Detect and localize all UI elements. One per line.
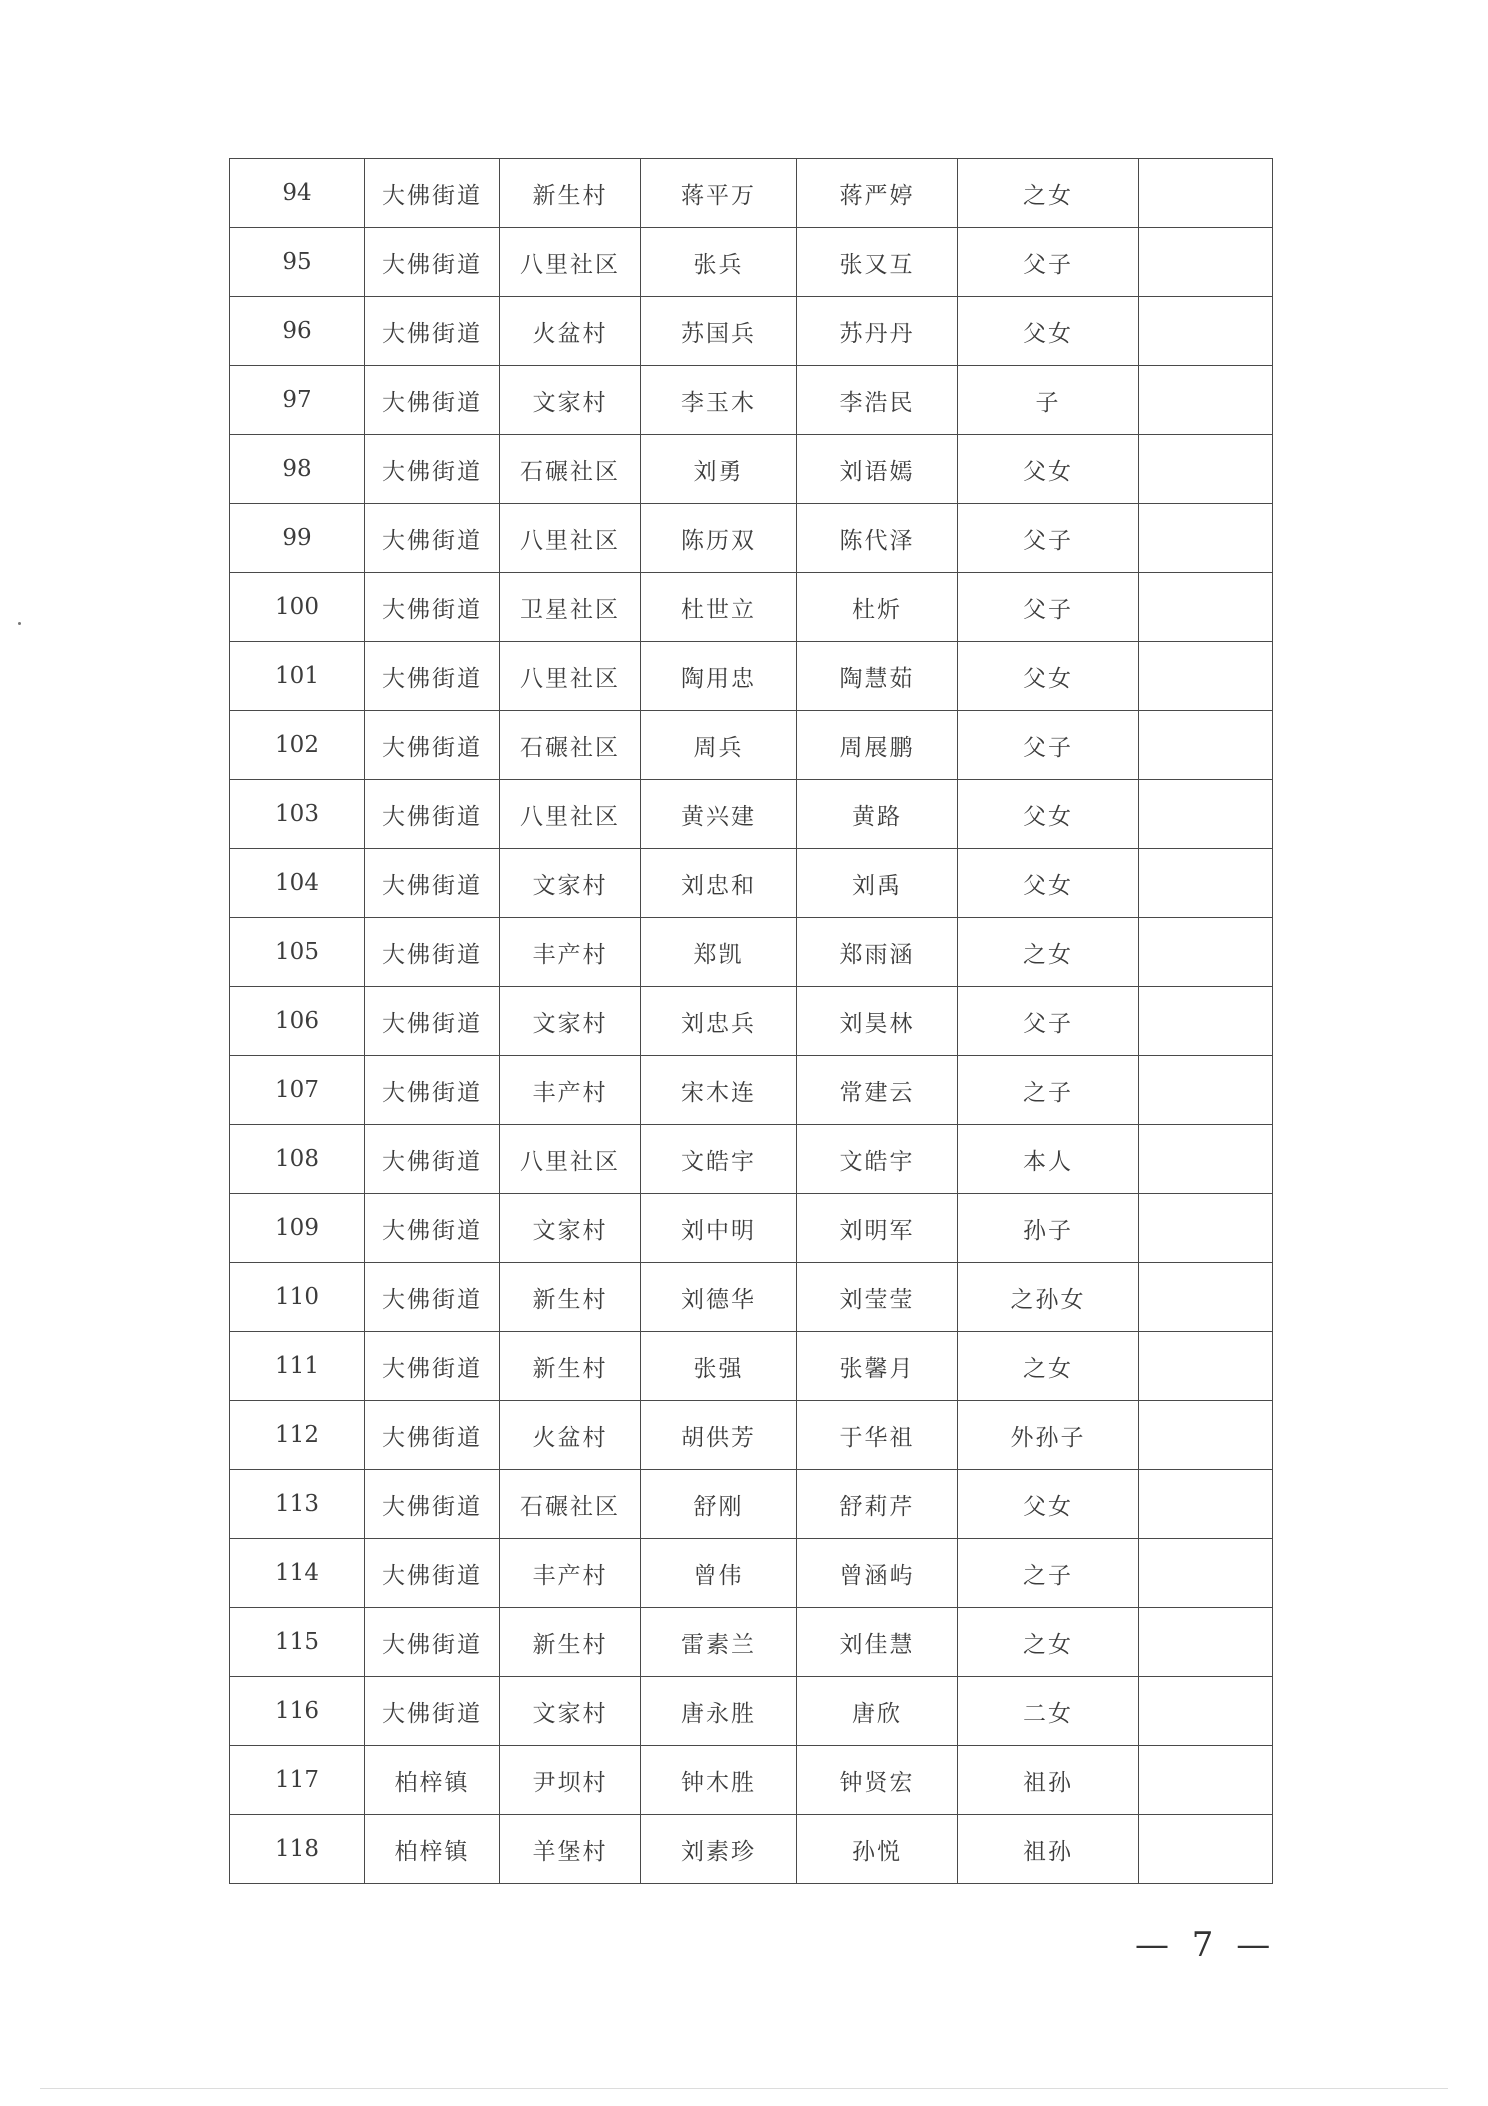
scan-speck bbox=[18, 622, 21, 625]
cell-note bbox=[1139, 573, 1273, 642]
page-number: — 7 — bbox=[1135, 1925, 1277, 1965]
cell-member-name: 于华祖 bbox=[797, 1401, 958, 1470]
table-row bbox=[230, 849, 1273, 918]
cell-member-name: 刘佳慧 bbox=[797, 1608, 958, 1677]
cell-member-name: 陶慧茹 bbox=[797, 642, 958, 711]
cell-village: 火盆村 bbox=[500, 297, 641, 366]
cell-town: 大佛街道 bbox=[365, 1125, 500, 1194]
cell-relation: 父子 bbox=[958, 987, 1139, 1056]
cell-relation: 父子 bbox=[958, 573, 1139, 642]
cell-relation: 子 bbox=[958, 366, 1139, 435]
cell-number: 102 bbox=[230, 711, 365, 780]
cell-number: 110 bbox=[230, 1263, 365, 1332]
cell-member-name: 曾涵屿 bbox=[797, 1539, 958, 1608]
cell-household-head: 黄兴建 bbox=[641, 780, 797, 849]
cell-village: 卫星社区 bbox=[500, 573, 641, 642]
cell-number: 99 bbox=[230, 504, 365, 573]
cell-town: 大佛街道 bbox=[365, 849, 500, 918]
cell-number: 104 bbox=[230, 849, 365, 918]
cell-household-head: 张兵 bbox=[641, 228, 797, 297]
cell-member-name: 孙悦 bbox=[797, 1815, 958, 1884]
cell-village: 石碾社区 bbox=[500, 1470, 641, 1539]
table-row bbox=[230, 573, 1273, 642]
cell-note bbox=[1139, 1332, 1273, 1401]
cell-number: 96 bbox=[230, 297, 365, 366]
cell-member-name: 唐欣 bbox=[797, 1677, 958, 1746]
roster-table-body bbox=[230, 159, 1273, 1884]
cell-relation: 父子 bbox=[958, 504, 1139, 573]
cell-relation: 祖孙 bbox=[958, 1746, 1139, 1815]
cell-member-name: 陈代泽 bbox=[797, 504, 958, 573]
cell-member-name: 文皓宇 bbox=[797, 1125, 958, 1194]
cell-village: 火盆村 bbox=[500, 1401, 641, 1470]
cell-household-head: 苏国兵 bbox=[641, 297, 797, 366]
cell-note bbox=[1139, 1401, 1273, 1470]
table-row bbox=[230, 1401, 1273, 1470]
table-row bbox=[230, 504, 1273, 573]
cell-relation: 之女 bbox=[958, 918, 1139, 987]
cell-number: 116 bbox=[230, 1677, 365, 1746]
cell-number: 118 bbox=[230, 1815, 365, 1884]
cell-note bbox=[1139, 228, 1273, 297]
scan-bottom-edge bbox=[40, 2088, 1448, 2089]
cell-note bbox=[1139, 366, 1273, 435]
cell-member-name: 郑雨涵 bbox=[797, 918, 958, 987]
cell-village: 丰产村 bbox=[500, 1056, 641, 1125]
cell-relation: 之女 bbox=[958, 1332, 1139, 1401]
table-row bbox=[230, 1608, 1273, 1677]
table-row bbox=[230, 1056, 1273, 1125]
cell-village: 文家村 bbox=[500, 1194, 641, 1263]
table-row bbox=[230, 711, 1273, 780]
cell-town: 大佛街道 bbox=[365, 1608, 500, 1677]
cell-relation: 父女 bbox=[958, 435, 1139, 504]
table-row bbox=[230, 1746, 1273, 1815]
cell-note bbox=[1139, 1194, 1273, 1263]
cell-member-name: 刘禹 bbox=[797, 849, 958, 918]
cell-member-name: 刘昊林 bbox=[797, 987, 958, 1056]
cell-note bbox=[1139, 1677, 1273, 1746]
cell-town: 大佛街道 bbox=[365, 366, 500, 435]
cell-household-head: 刘德华 bbox=[641, 1263, 797, 1332]
cell-relation: 父女 bbox=[958, 849, 1139, 918]
cell-note bbox=[1139, 1470, 1273, 1539]
cell-household-head: 郑凯 bbox=[641, 918, 797, 987]
cell-number: 106 bbox=[230, 987, 365, 1056]
cell-member-name: 舒莉芹 bbox=[797, 1470, 958, 1539]
cell-note bbox=[1139, 1263, 1273, 1332]
cell-household-head: 陈历双 bbox=[641, 504, 797, 573]
cell-town: 柏梓镇 bbox=[365, 1815, 500, 1884]
cell-number: 97 bbox=[230, 366, 365, 435]
cell-note bbox=[1139, 1539, 1273, 1608]
cell-village: 八里社区 bbox=[500, 642, 641, 711]
cell-member-name: 蒋严婷 bbox=[797, 159, 958, 228]
cell-town: 大佛街道 bbox=[365, 1470, 500, 1539]
cell-relation: 孙子 bbox=[958, 1194, 1139, 1263]
cell-household-head: 周兵 bbox=[641, 711, 797, 780]
cell-household-head: 蒋平万 bbox=[641, 159, 797, 228]
table-row bbox=[230, 642, 1273, 711]
cell-note bbox=[1139, 711, 1273, 780]
cell-member-name: 苏丹丹 bbox=[797, 297, 958, 366]
cell-number: 100 bbox=[230, 573, 365, 642]
cell-number: 107 bbox=[230, 1056, 365, 1125]
cell-town: 大佛街道 bbox=[365, 711, 500, 780]
cell-household-head: 刘忠兵 bbox=[641, 987, 797, 1056]
cell-household-head: 唐永胜 bbox=[641, 1677, 797, 1746]
cell-household-head: 杜世立 bbox=[641, 573, 797, 642]
cell-household-head: 张强 bbox=[641, 1332, 797, 1401]
cell-household-head: 钟木胜 bbox=[641, 1746, 797, 1815]
cell-village: 八里社区 bbox=[500, 1125, 641, 1194]
cell-village: 新生村 bbox=[500, 1608, 641, 1677]
cell-note bbox=[1139, 1125, 1273, 1194]
cell-member-name: 常建云 bbox=[797, 1056, 958, 1125]
cell-town: 大佛街道 bbox=[365, 642, 500, 711]
cell-relation: 之孙女 bbox=[958, 1263, 1139, 1332]
cell-member-name: 杜炘 bbox=[797, 573, 958, 642]
cell-village: 羊堡村 bbox=[500, 1815, 641, 1884]
cell-town: 大佛街道 bbox=[365, 1263, 500, 1332]
cell-town: 大佛街道 bbox=[365, 1401, 500, 1470]
cell-town: 大佛街道 bbox=[365, 297, 500, 366]
cell-number: 94 bbox=[230, 159, 365, 228]
cell-relation: 之子 bbox=[958, 1056, 1139, 1125]
cell-town: 大佛街道 bbox=[365, 1539, 500, 1608]
cell-household-head: 陶用忠 bbox=[641, 642, 797, 711]
cell-village: 文家村 bbox=[500, 849, 641, 918]
roster-table bbox=[229, 158, 1273, 1884]
cell-village: 石碾社区 bbox=[500, 435, 641, 504]
cell-town: 大佛街道 bbox=[365, 1194, 500, 1263]
cell-town: 大佛街道 bbox=[365, 780, 500, 849]
table-row bbox=[230, 297, 1273, 366]
cell-number: 111 bbox=[230, 1332, 365, 1401]
cell-household-head: 胡供芳 bbox=[641, 1401, 797, 1470]
cell-note bbox=[1139, 297, 1273, 366]
cell-note bbox=[1139, 1056, 1273, 1125]
table-row bbox=[230, 228, 1273, 297]
cell-number: 108 bbox=[230, 1125, 365, 1194]
cell-village: 八里社区 bbox=[500, 780, 641, 849]
cell-number: 103 bbox=[230, 780, 365, 849]
cell-village: 文家村 bbox=[500, 366, 641, 435]
cell-village: 石碾社区 bbox=[500, 711, 641, 780]
cell-relation: 祖孙 bbox=[958, 1815, 1139, 1884]
cell-town: 大佛街道 bbox=[365, 159, 500, 228]
cell-village: 丰产村 bbox=[500, 1539, 641, 1608]
cell-household-head: 刘勇 bbox=[641, 435, 797, 504]
cell-household-head: 刘中明 bbox=[641, 1194, 797, 1263]
cell-number: 113 bbox=[230, 1470, 365, 1539]
cell-town: 大佛街道 bbox=[365, 1056, 500, 1125]
cell-member-name: 刘明军 bbox=[797, 1194, 958, 1263]
cell-household-head: 舒刚 bbox=[641, 1470, 797, 1539]
cell-household-head: 李玉木 bbox=[641, 366, 797, 435]
cell-household-head: 宋木连 bbox=[641, 1056, 797, 1125]
cell-member-name: 刘莹莹 bbox=[797, 1263, 958, 1332]
cell-relation: 父女 bbox=[958, 642, 1139, 711]
cell-note bbox=[1139, 987, 1273, 1056]
cell-town: 大佛街道 bbox=[365, 987, 500, 1056]
cell-town: 大佛街道 bbox=[365, 1332, 500, 1401]
cell-relation: 之女 bbox=[958, 1608, 1139, 1677]
cell-number: 114 bbox=[230, 1539, 365, 1608]
cell-number: 98 bbox=[230, 435, 365, 504]
table-row bbox=[230, 1815, 1273, 1884]
cell-number: 109 bbox=[230, 1194, 365, 1263]
cell-number: 101 bbox=[230, 642, 365, 711]
table-row bbox=[230, 918, 1273, 987]
cell-number: 95 bbox=[230, 228, 365, 297]
cell-relation: 本人 bbox=[958, 1125, 1139, 1194]
cell-relation: 父女 bbox=[958, 780, 1139, 849]
cell-relation: 父女 bbox=[958, 1470, 1139, 1539]
cell-note bbox=[1139, 1746, 1273, 1815]
table-row bbox=[230, 1470, 1273, 1539]
table-row bbox=[230, 1194, 1273, 1263]
cell-village: 尹坝村 bbox=[500, 1746, 641, 1815]
table-row bbox=[230, 1677, 1273, 1746]
cell-town: 大佛街道 bbox=[365, 435, 500, 504]
cell-household-head: 雷素兰 bbox=[641, 1608, 797, 1677]
cell-number: 105 bbox=[230, 918, 365, 987]
cell-member-name: 刘语嫣 bbox=[797, 435, 958, 504]
cell-town: 柏梓镇 bbox=[365, 1746, 500, 1815]
cell-town: 大佛街道 bbox=[365, 228, 500, 297]
cell-relation: 父子 bbox=[958, 228, 1139, 297]
cell-household-head: 刘素珍 bbox=[641, 1815, 797, 1884]
cell-note bbox=[1139, 642, 1273, 711]
cell-household-head: 刘忠和 bbox=[641, 849, 797, 918]
cell-household-head: 曾伟 bbox=[641, 1539, 797, 1608]
cell-note bbox=[1139, 504, 1273, 573]
cell-village: 八里社区 bbox=[500, 504, 641, 573]
cell-relation: 外孙子 bbox=[958, 1401, 1139, 1470]
cell-village: 新生村 bbox=[500, 1263, 641, 1332]
cell-village: 丰产村 bbox=[500, 918, 641, 987]
cell-number: 115 bbox=[230, 1608, 365, 1677]
table-row bbox=[230, 366, 1273, 435]
cell-note bbox=[1139, 849, 1273, 918]
table-row bbox=[230, 159, 1273, 228]
cell-number: 112 bbox=[230, 1401, 365, 1470]
table-row bbox=[230, 1332, 1273, 1401]
cell-relation: 之女 bbox=[958, 159, 1139, 228]
cell-member-name: 黄路 bbox=[797, 780, 958, 849]
cell-town: 大佛街道 bbox=[365, 1677, 500, 1746]
table-row bbox=[230, 780, 1273, 849]
cell-household-head: 文皓宇 bbox=[641, 1125, 797, 1194]
cell-relation: 二女 bbox=[958, 1677, 1139, 1746]
table-row bbox=[230, 1125, 1273, 1194]
cell-note bbox=[1139, 780, 1273, 849]
cell-member-name: 张馨月 bbox=[797, 1332, 958, 1401]
cell-village: 新生村 bbox=[500, 159, 641, 228]
cell-member-name: 张又互 bbox=[797, 228, 958, 297]
cell-town: 大佛街道 bbox=[365, 504, 500, 573]
cell-relation: 父子 bbox=[958, 711, 1139, 780]
cell-village: 文家村 bbox=[500, 1677, 641, 1746]
cell-member-name: 李浩民 bbox=[797, 366, 958, 435]
cell-note bbox=[1139, 435, 1273, 504]
cell-note bbox=[1139, 159, 1273, 228]
cell-relation: 父女 bbox=[958, 297, 1139, 366]
table-row bbox=[230, 987, 1273, 1056]
table-row bbox=[230, 1539, 1273, 1608]
cell-note bbox=[1139, 918, 1273, 987]
cell-village: 八里社区 bbox=[500, 228, 641, 297]
cell-town: 大佛街道 bbox=[365, 573, 500, 642]
cell-number: 117 bbox=[230, 1746, 365, 1815]
cell-relation: 之子 bbox=[958, 1539, 1139, 1608]
table-row bbox=[230, 1263, 1273, 1332]
table-row bbox=[230, 435, 1273, 504]
cell-town: 大佛街道 bbox=[365, 918, 500, 987]
cell-note bbox=[1139, 1815, 1273, 1884]
cell-village: 新生村 bbox=[500, 1332, 641, 1401]
cell-member-name: 钟贤宏 bbox=[797, 1746, 958, 1815]
cell-village: 文家村 bbox=[500, 987, 641, 1056]
cell-note bbox=[1139, 1608, 1273, 1677]
cell-member-name: 周展鹏 bbox=[797, 711, 958, 780]
